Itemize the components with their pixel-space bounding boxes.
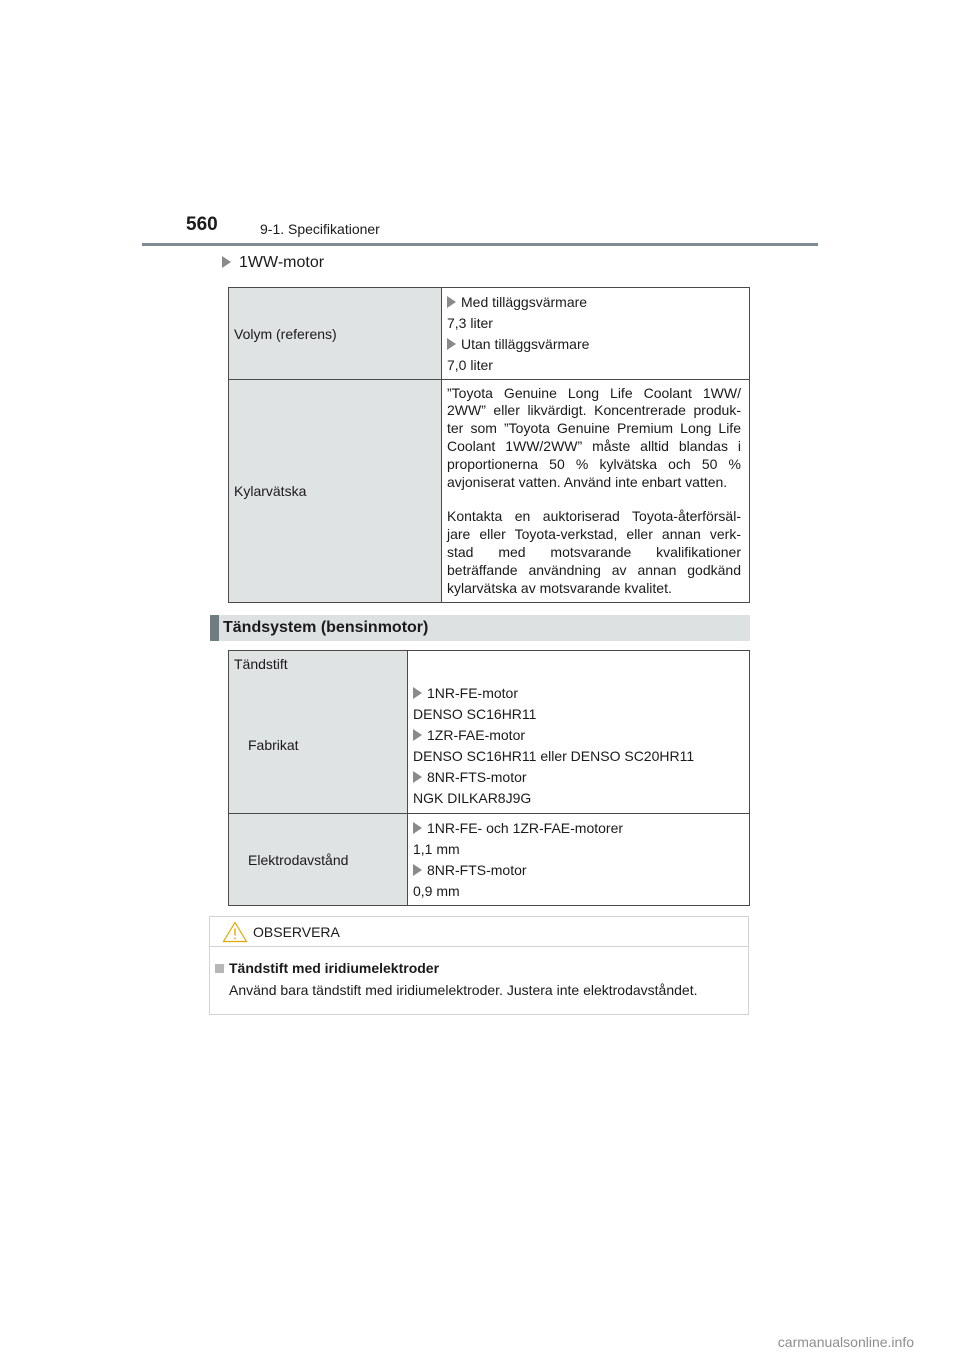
triangle-bullet-icon [413,771,422,783]
coolant-table [228,287,750,603]
list-item: Med tilläggsvärmare [447,292,741,313]
list-item: 8NR-FTS-motor [413,860,741,881]
list-item: NGK DILKAR8J9G [413,789,532,806]
coolant-description [442,380,750,603]
watermark: carmanualsonline.info [777,1334,914,1350]
engine-heading [222,254,324,272]
make-label: Fabrikat [248,737,299,753]
header-rule [142,243,818,246]
gap-values [408,814,750,906]
caution-body: Använd bara tändstift med iridiumelektroder. Justera inte elektrodavståndet. [229,982,698,998]
engine-heading-text: 1WW-motor [239,254,325,271]
list-item: Utan tilläggsvärmare [447,334,741,355]
caution-divider [210,946,748,947]
list-item: 1ZR-FAE-motor [413,725,741,746]
warning-triangle-icon [222,921,248,943]
triangle-bullet-icon [413,729,422,741]
triangle-bullet-icon [413,687,422,699]
caution-title: Tändstift med iridiumelektroder [215,960,439,976]
coolant-paragraph: Kontakta en auktoriserad Toyota-återförsäl- jare eller Toyota-verkstad, eller annan verk- stad med motsvarande kvalifikationer beträffande användning av annan godkänd kylarvätska av motsvarande kvalitet. [447,508,741,596]
table-row [229,814,750,906]
list-item: 0,9 mm [413,882,460,899]
section-title: Tändsystem (bensinmotor) [223,619,429,636]
volume-label: Volym (referens) [229,288,442,380]
list-item: 1,1 mm [413,840,460,857]
spark-plug-label: Tändstift [234,656,288,672]
spark-plug-cell [229,651,408,814]
section-label: 9-1. Specifikationer [260,221,380,237]
coolant-paragraph: ”Toyota Genuine Long Life Coolant 1WW/ 2WW” eller likvärdigt. Koncentrerade produk- ter som ”Toyota Genuine Premium Long Life Coolant 1WW/2WW” måste alltid blandas i proportionerna 50 % kylvätska och 50 % avjoniserat vatten. Använd inte enbart vatten. [447,384,741,490]
triangle-bullet-icon [222,256,231,268]
triangle-bullet-icon [447,338,456,350]
triangle-bullet-icon [447,296,456,308]
list-item: 7,3 liter [447,314,493,331]
coolant-label: Kylarvätska [229,380,442,603]
page-number: 560 [186,214,218,235]
list-item: 1NR-FE- och 1ZR-FAE-motorer [413,818,741,839]
make-values [408,651,750,814]
table-row [229,380,750,603]
list-item: 1NR-FE-motor [413,683,741,704]
square-bullet-icon [215,964,224,973]
list-item: 8NR-FTS-motor [413,767,741,788]
ignition-table [228,650,750,906]
list-item: 7,0 liter [447,356,493,373]
gap-label: Elektrodavstånd [229,814,408,906]
triangle-bullet-icon [413,822,422,834]
list-item: DENSO SC16HR11 [413,705,537,722]
table-row [229,651,750,814]
list-item: DENSO SC16HR11 eller DENSO SC20HR11 [413,747,695,764]
volume-values [442,288,750,380]
triangle-bullet-icon [413,864,422,876]
caution-label: OBSERVERA [253,924,340,940]
table-row [229,288,750,380]
